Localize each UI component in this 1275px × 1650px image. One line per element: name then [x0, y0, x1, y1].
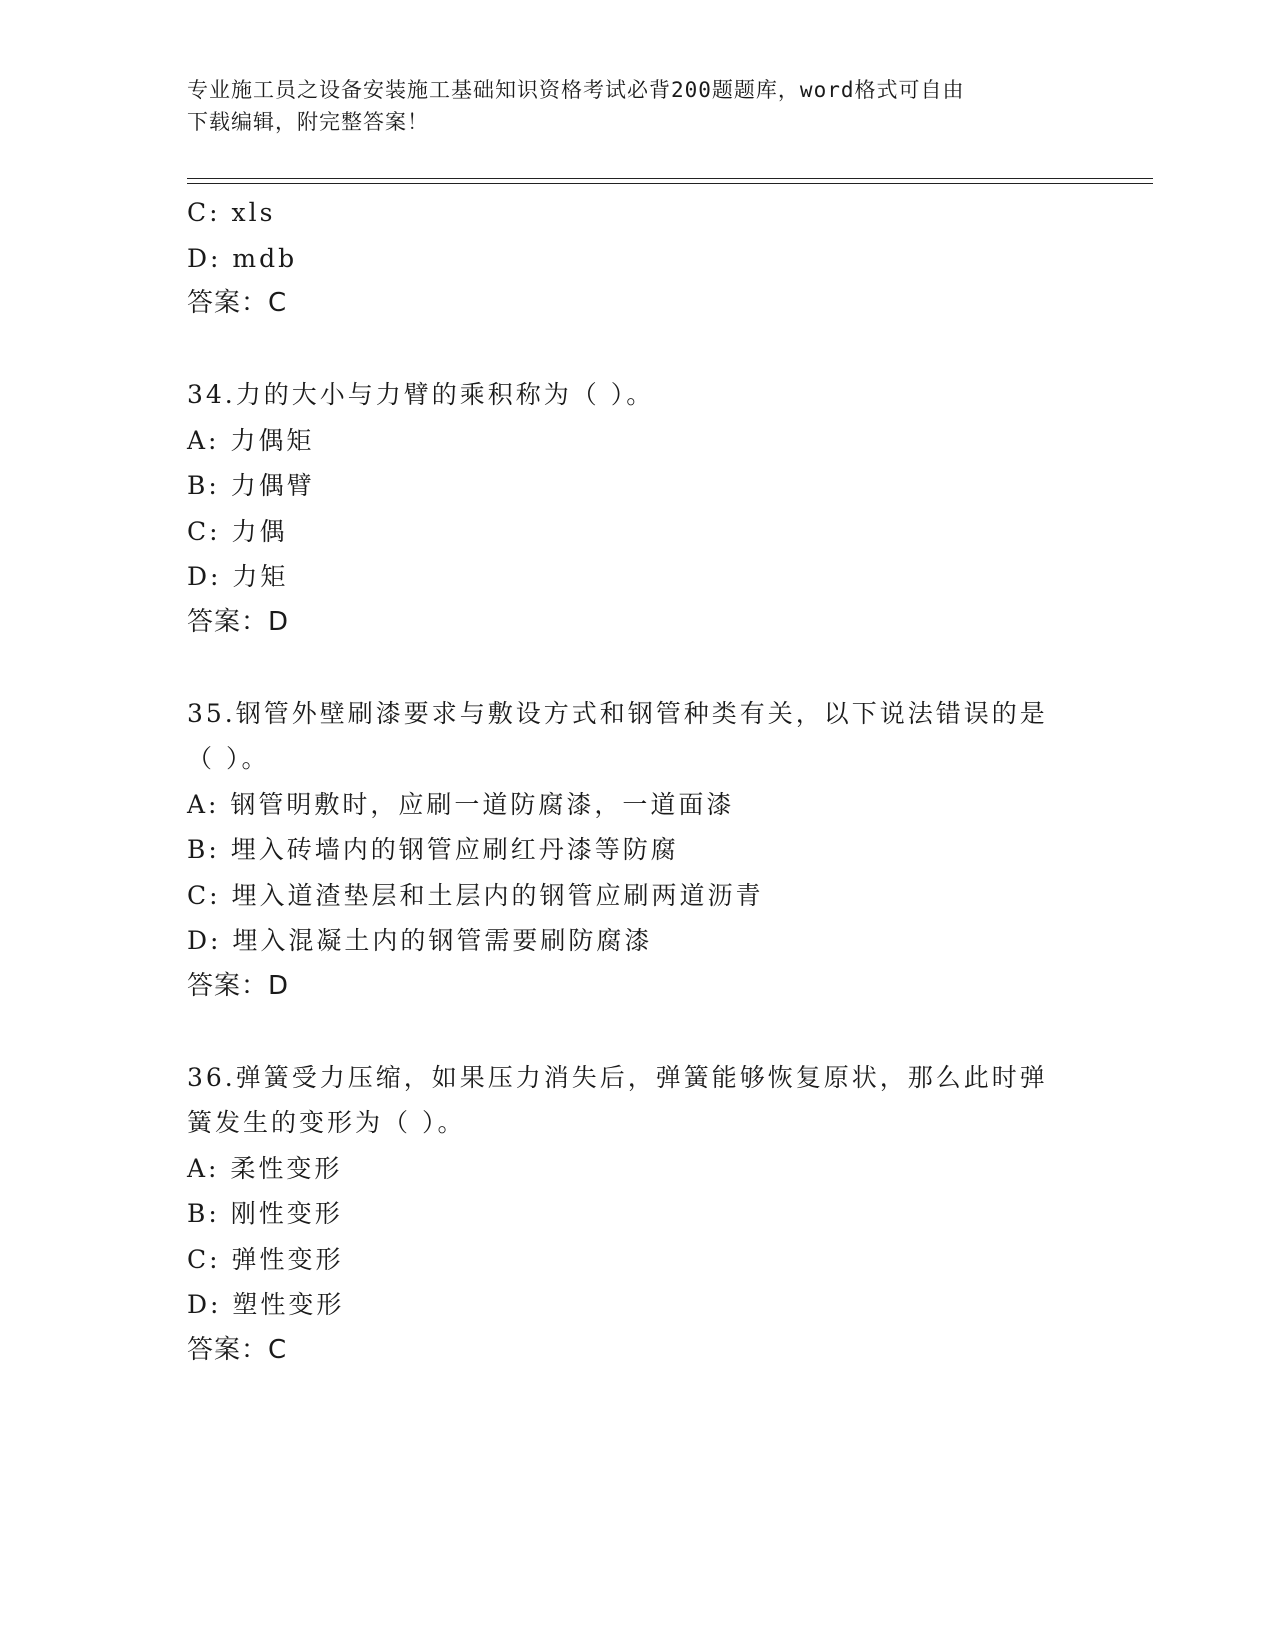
option-a: A: 力偶矩	[187, 425, 315, 455]
question-stem: 35.钢管外壁刷漆要求与敷设方式和钢管种类有关，以下说法错误的是	[187, 698, 1048, 728]
option-c: C: 力偶	[187, 516, 288, 546]
question-list	[187, 190, 1087, 1373]
option-a: A: 钢管明敷时，应刷一道防腐漆，一道面漆	[187, 789, 735, 819]
question-stem-continued: （ ）。	[187, 744, 270, 773]
header-title-line-2: 下载编辑，附完整答案！	[187, 110, 429, 134]
question-stem-continued: 簧发生的变形为（ ）。	[187, 1108, 466, 1137]
spacer	[187, 327, 1087, 373]
header-divider	[187, 178, 1153, 184]
option-a: A: 柔性变形	[187, 1153, 343, 1183]
spacer	[187, 1009, 1087, 1055]
spacer	[187, 645, 1087, 691]
answer-line: 答案：D	[187, 970, 290, 1001]
question-34-block	[187, 372, 1087, 645]
question-stem: 34.力的大小与力臂的乘积称为（ ）。	[187, 380, 655, 409]
previous-question-block	[187, 190, 1087, 327]
option-c: C: xls	[187, 198, 276, 227]
option-b: B: 刚性变形	[187, 1199, 343, 1228]
answer-line: 答案：C	[187, 288, 288, 318]
option-c: C: 弹性变形	[187, 1244, 344, 1274]
option-b: B: 埋入砖墙内的钢管应刷红丹漆等防腐	[187, 835, 679, 864]
question-35-block	[187, 691, 1087, 1010]
question-36-block	[187, 1055, 1087, 1374]
header-title-line-1: 专业施工员之设备安装施工基础知识资格考试必背200题题库，word格式可自由	[187, 78, 965, 102]
option-d: D: 力矩	[187, 562, 289, 591]
option-b: B: 力偶臂	[187, 471, 315, 500]
option-c: C: 埋入道渣垫层和土层内的钢管应刷两道沥青	[187, 880, 764, 910]
document-header	[187, 74, 1067, 138]
answer-line: 答案：D	[187, 606, 290, 637]
question-stem: 36.弹簧受力压缩，如果压力消失后，弹簧能够恢复原状，那么此时弹	[187, 1062, 1048, 1092]
option-d: D: 埋入混凝土内的钢管需要刷防腐漆	[187, 926, 653, 955]
answer-line: 答案：C	[187, 1334, 288, 1365]
option-d: D: mdb	[187, 243, 298, 273]
option-d: D: 塑性变形	[187, 1290, 345, 1319]
